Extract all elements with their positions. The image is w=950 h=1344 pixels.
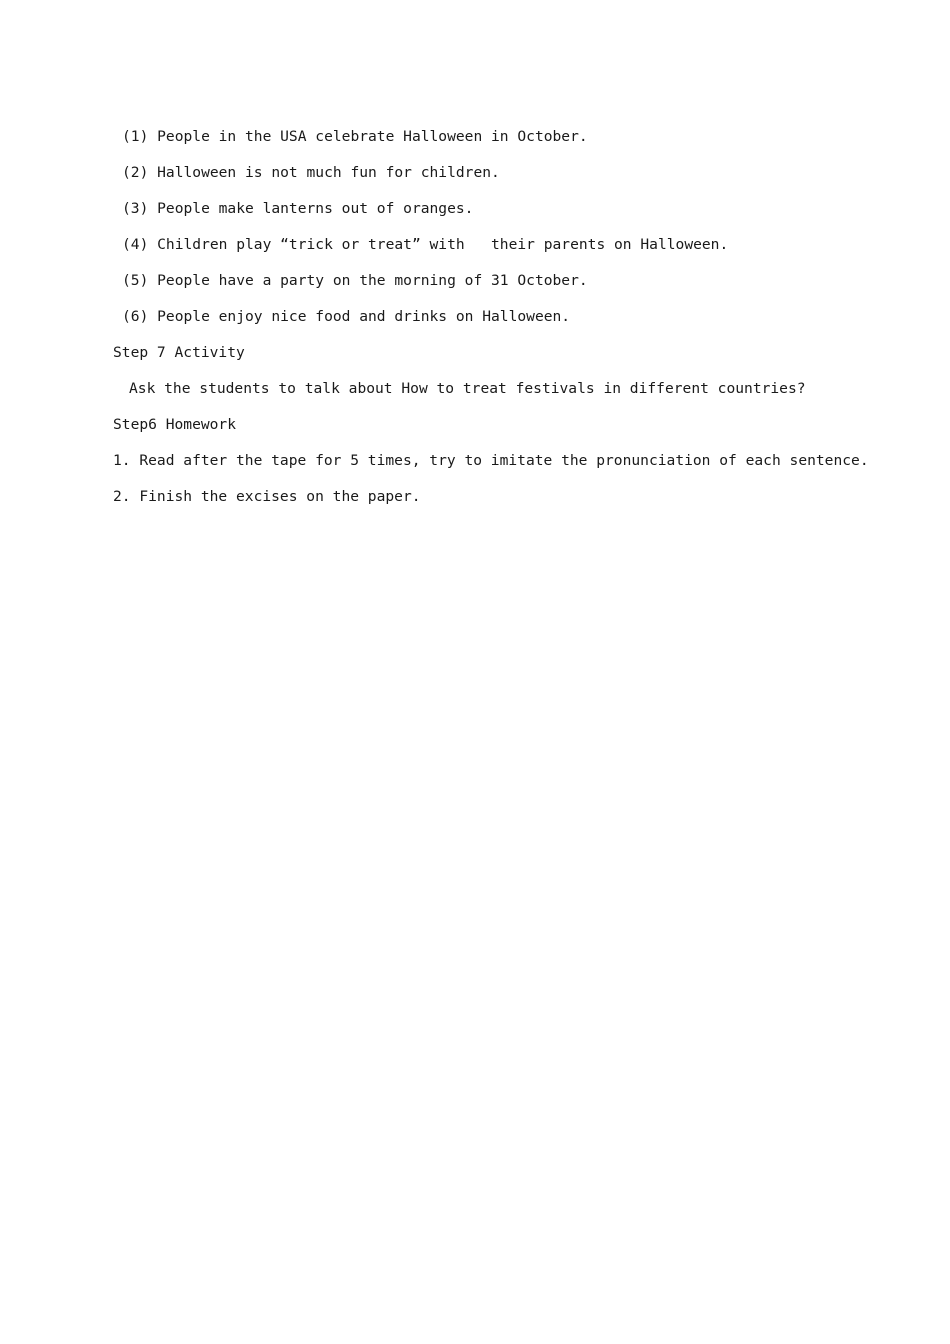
statement-6: (6) People enjoy nice food and drinks on Halloween. (122, 308, 571, 325)
statement-1: (1) People in the USA celebrate Halloween in October. (122, 128, 588, 145)
activity-instruction: Ask the students to talk about How to treat festivals in different countries? (129, 380, 806, 397)
statement-5: (5) People have a party on the morning of 31 October. (122, 272, 588, 289)
statement-2: (2) Halloween is not much fun for children. (122, 164, 500, 181)
homework-item-2: 2. Finish the excises on the paper. (113, 488, 421, 505)
homework-heading: Step6 Homework (113, 416, 237, 433)
homework-item-1: 1. Read after the tape for 5 times, try to imitate the pronunciation of each sentence. (113, 452, 869, 469)
statement-4: (4) Children play “trick or treat” with their parents on Halloween. (122, 236, 729, 253)
activity-heading: Step 7 Activity (113, 344, 245, 361)
statement-3: (3) People make lanterns out of oranges. (122, 200, 474, 217)
